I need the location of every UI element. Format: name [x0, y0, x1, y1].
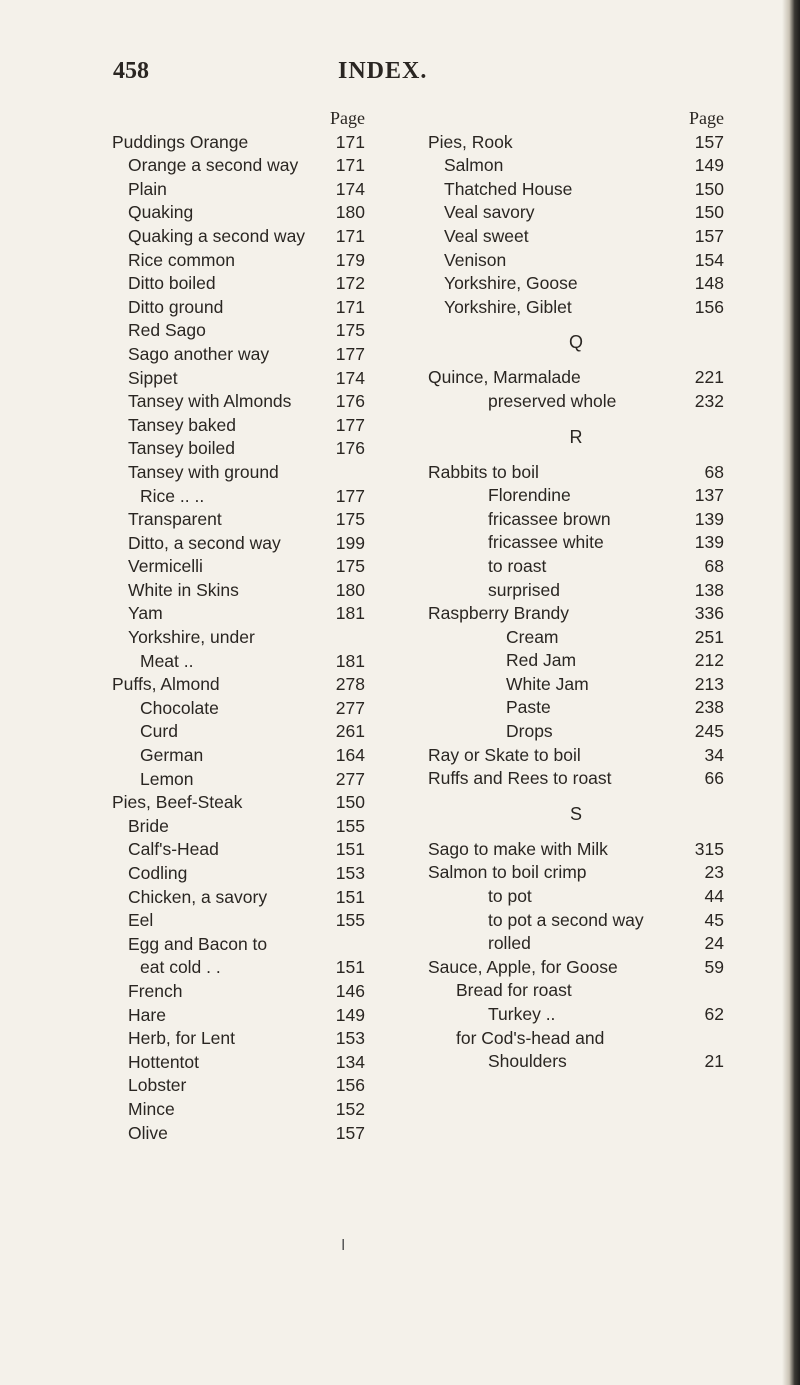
index-entry: [428, 154, 724, 178]
index-entry: [112, 555, 412, 579]
page-edge-shadow: [782, 0, 800, 1385]
entry-name: Plain: [128, 178, 167, 199]
entry-name: Egg and Bacon to: [128, 933, 268, 954]
index-entry: [428, 673, 724, 697]
index-entry: [112, 933, 412, 957]
page-label: Page: [689, 108, 724, 128]
entry-page: 155: [335, 910, 365, 931]
column-header: [112, 107, 412, 131]
entry-page: 199: [335, 532, 365, 553]
index-entry: [428, 296, 724, 320]
index-entry: [112, 838, 412, 862]
entry-page: 21: [704, 1051, 724, 1072]
entry-name: Yorkshire, Giblet: [444, 296, 572, 317]
entry-name: Quince, Marmalade: [428, 367, 581, 388]
entry-page: 137: [694, 485, 724, 506]
index-entry: [112, 956, 412, 980]
entry-page: 175: [335, 556, 365, 577]
entry-page: 151: [335, 957, 365, 978]
index-entry: [112, 508, 412, 532]
index-entry: [428, 861, 724, 885]
entry-page: 134: [335, 1051, 365, 1072]
entry-name: Veal savory: [444, 202, 535, 223]
index-entry: [428, 838, 724, 862]
entry-page: 221: [694, 367, 724, 388]
entry-page: 176: [335, 438, 365, 459]
entry-page: 157: [694, 131, 724, 152]
entry-name: Puffs, Almond: [112, 674, 220, 695]
entry-name: Red Jam: [506, 650, 577, 671]
entry-name: Lemon: [140, 768, 194, 789]
entry-name: White Jam: [506, 673, 589, 694]
page-title: INDEX.: [338, 58, 428, 84]
entry-name: surprised: [488, 579, 560, 600]
entry-name: White in Skins: [128, 579, 239, 600]
index-entry: [428, 461, 724, 485]
entry-page: 153: [335, 1028, 365, 1049]
entry-page: 149: [335, 1004, 365, 1025]
entry-name: Calf's-Head: [128, 839, 219, 860]
entry-name: Mince: [128, 1098, 175, 1119]
entry-name: Pies, Beef-Steak: [112, 792, 243, 813]
entry-page: 157: [335, 1122, 365, 1143]
entry-name: Venison: [444, 249, 507, 270]
entry-name: Hare: [128, 1004, 166, 1025]
entry-page: 148: [694, 273, 724, 294]
entry-name: Puddings Orange: [112, 131, 249, 152]
entry-page: 150: [694, 202, 724, 223]
index-entry: [428, 767, 724, 791]
entry-page: 175: [335, 509, 365, 530]
entry-name: Curd: [140, 721, 178, 742]
index-entry: [112, 626, 412, 650]
entry-page: 152: [335, 1098, 365, 1119]
entry-page: 66: [704, 768, 724, 789]
entry-name: Rice .. ..: [140, 485, 205, 506]
entry-page: 212: [694, 650, 724, 671]
entry-page: 24: [704, 933, 724, 954]
index-entry: [428, 932, 724, 956]
entry-name: Salmon: [444, 155, 504, 176]
entry-page: 171: [335, 225, 365, 246]
entry-name: Bride: [128, 815, 169, 836]
index-entry: [428, 885, 724, 909]
entry-name: Florendine: [488, 485, 571, 506]
entry-name: rolled: [488, 933, 531, 954]
entry-name: Sauce, Apple, for Goose: [428, 956, 618, 977]
entry-name: Rice common: [128, 249, 235, 270]
index-entry: [112, 461, 412, 485]
entry-name: to pot: [488, 886, 532, 907]
index-entry: [428, 602, 724, 626]
entry-name: German: [140, 745, 204, 766]
entry-name: Meat ..: [140, 650, 194, 671]
section-letter: Q: [568, 332, 583, 353]
entry-name: Hottentot: [128, 1051, 200, 1072]
index-entry: [112, 249, 412, 273]
index-entry: [112, 272, 412, 296]
entry-name: Ditto, a second way: [128, 532, 281, 553]
entry-name: Yam: [128, 603, 163, 624]
entry-name: Orange a second way: [128, 155, 299, 176]
index-entry: [428, 744, 724, 768]
index-entry: [112, 579, 412, 603]
section-letter: R: [569, 426, 583, 447]
entry-page: 150: [335, 792, 365, 813]
index-entry: [112, 720, 412, 744]
index-entry: [112, 319, 412, 343]
entry-name: Chocolate: [140, 697, 219, 718]
entry-name: to pot a second way: [488, 909, 644, 930]
page-header: [0, 58, 800, 94]
index-entry: [428, 555, 724, 579]
entry-name: preserved whole: [488, 390, 617, 411]
entry-page: 174: [335, 367, 365, 388]
index-entry: [112, 791, 412, 815]
entry-name: fricassee brown: [488, 508, 611, 529]
entry-page: 238: [694, 697, 724, 718]
index-entry: [112, 650, 412, 674]
index-entry: [112, 1004, 412, 1028]
entry-name: Bread for roast: [456, 980, 572, 1001]
index-entry: [428, 696, 724, 720]
index-entry: [428, 579, 724, 603]
entry-name: Ditto boiled: [128, 273, 216, 294]
entry-page: 278: [335, 674, 365, 695]
index-entry: [112, 1051, 412, 1075]
index-entry: [428, 484, 724, 508]
entry-page: 177: [335, 414, 365, 435]
entry-name: Herb, for Lent: [128, 1028, 235, 1049]
index-entry: [112, 744, 412, 768]
entry-page: 156: [335, 1075, 365, 1096]
entry-name: Sago another way: [128, 343, 270, 364]
entry-page: 315: [694, 838, 724, 859]
entry-page: 139: [694, 508, 724, 529]
index-entry: [428, 131, 724, 155]
entry-name: Red Sago: [128, 320, 206, 341]
index-entry: [112, 886, 412, 910]
entry-name: Drops: [506, 721, 553, 742]
entry-name: to roast: [488, 555, 547, 576]
entry-page: 179: [335, 249, 365, 270]
index-column-right: [428, 107, 724, 1074]
entry-page: 34: [704, 744, 724, 765]
index-entry: [112, 1122, 412, 1146]
entry-page: 177: [335, 485, 365, 506]
entry-page: 62: [704, 1004, 724, 1024]
entry-name: Ditto ground: [128, 296, 224, 317]
entry-name: Olive: [128, 1122, 168, 1143]
index-entry: [112, 437, 412, 461]
entry-name: Ruffs and Rees to roast: [428, 768, 612, 789]
index-entry: [112, 768, 412, 792]
index-entry: [428, 531, 724, 555]
entry-page: 232: [694, 390, 724, 411]
index-column-left: [112, 107, 412, 1145]
index-entry: [112, 154, 412, 178]
index-entry: [428, 366, 724, 390]
index-entry: [428, 249, 724, 273]
entry-page: 139: [694, 532, 724, 553]
index-entry: [112, 1074, 412, 1098]
entry-page: 180: [335, 579, 365, 600]
entry-page: 150: [694, 178, 724, 199]
index-entry: [428, 909, 724, 933]
index-entry: [112, 296, 412, 320]
entry-page: 44: [704, 886, 724, 907]
entry-page: 176: [335, 391, 365, 412]
entry-name: Quaking a second way: [128, 225, 306, 246]
entry-name: Pies, Rook: [428, 131, 513, 152]
entry-name: Transparent: [128, 509, 222, 530]
entry-page: 213: [694, 673, 724, 694]
entry-page: 181: [335, 603, 365, 624]
entry-name: fricassee white: [488, 532, 604, 553]
entry-page: 151: [335, 886, 365, 907]
entry-name: Quaking: [128, 202, 194, 223]
index-entry: [112, 980, 412, 1004]
entry-name: Turkey ..: [488, 1004, 556, 1024]
index-entry: [112, 1098, 412, 1122]
entry-name: Eel: [128, 910, 154, 931]
entry-name: Sago to make with Milk: [428, 838, 608, 859]
index-entry: [112, 862, 412, 886]
entry-name: Tansey boiled: [128, 438, 236, 459]
entry-page: 174: [335, 178, 365, 199]
index-entry: [112, 225, 412, 249]
entry-name: Raspberry Brandy: [428, 603, 570, 624]
index-entry: [112, 697, 412, 721]
index-entry: [428, 1050, 724, 1074]
entry-page: 23: [704, 862, 724, 883]
entry-page: 149: [694, 155, 724, 176]
entry-page: 45: [704, 909, 724, 930]
entry-page: 171: [335, 131, 365, 152]
index-entry: [112, 131, 412, 155]
entry-name: Yorkshire, under: [128, 627, 255, 648]
entry-name: Veal sweet: [444, 225, 529, 246]
index-entry: [112, 178, 412, 202]
entry-name: eat cold . .: [140, 957, 221, 978]
entry-page: 156: [694, 296, 724, 317]
entry-page: 172: [335, 273, 365, 294]
index-entry: [428, 626, 724, 650]
entry-name: Cream: [506, 626, 559, 647]
entry-name: Chicken, a savory: [128, 886, 268, 907]
index-entry: [428, 272, 724, 296]
entry-name: Lobster: [128, 1075, 187, 1096]
entry-name: Sippet: [128, 367, 178, 388]
entry-page: 175: [335, 320, 365, 341]
index-entry: [112, 815, 412, 839]
entry-page: 251: [694, 626, 724, 647]
entry-page: 151: [335, 839, 365, 860]
index-entry: [428, 720, 724, 744]
column-header: [428, 107, 724, 131]
entry-page: 164: [335, 745, 365, 766]
index-entry: [428, 956, 724, 980]
index-entry: [428, 508, 724, 532]
index-entry: [112, 201, 412, 225]
index-entry: [428, 979, 724, 1003]
index-entry: [112, 532, 412, 556]
index-entry: [428, 1027, 724, 1051]
entry-page: 68: [704, 555, 724, 576]
entry-page: 68: [704, 461, 724, 482]
index-entry: [112, 343, 412, 367]
index-entry: [112, 673, 412, 697]
entry-name: Rabbits to boil: [428, 461, 539, 482]
entry-page: 336: [694, 603, 724, 624]
entry-name: Yorkshire, Goose: [444, 273, 578, 294]
entry-page: 245: [694, 721, 724, 742]
entry-name: Vermicelli: [128, 556, 203, 577]
index-entry: [428, 649, 724, 673]
page-number: 458: [113, 58, 149, 84]
entry-page: 59: [704, 956, 724, 977]
index-entry: [428, 390, 724, 414]
entry-page: 277: [335, 768, 365, 789]
entry-page: 146: [335, 980, 365, 1001]
index-entry: [112, 602, 412, 626]
entry-name: French: [128, 980, 183, 1001]
entry-name: Ray or Skate to boil: [428, 744, 581, 765]
entry-name: Codling: [128, 863, 188, 883]
entry-name: Salmon to boil crimp: [428, 862, 587, 883]
index-entry: [112, 485, 412, 509]
index-entry: [112, 367, 412, 391]
entry-name: Tansey with ground: [128, 461, 279, 482]
index-entry: [428, 178, 724, 202]
entry-page: 154: [694, 249, 724, 270]
entry-name: Tansey with Almonds: [128, 391, 292, 412]
entry-page: 157: [694, 225, 724, 246]
entry-page: 177: [335, 343, 365, 364]
page-label: Page: [330, 108, 365, 128]
entry-page: 171: [335, 155, 365, 176]
index-entry: [112, 909, 412, 933]
signature-mark: I: [341, 1237, 346, 1254]
entry-page: 261: [335, 721, 365, 742]
entry-page: 155: [335, 815, 365, 836]
entry-page: 180: [335, 202, 365, 223]
entry-name: Tansey baked: [128, 414, 236, 435]
index-entry: [428, 225, 724, 249]
entry-page: 277: [335, 697, 365, 718]
entry-name: Paste: [506, 697, 551, 718]
entry-name: Shoulders: [488, 1051, 567, 1072]
entry-page: 138: [694, 579, 724, 600]
index-entry: [112, 414, 412, 438]
section-letter: S: [569, 803, 582, 824]
entry-page: 171: [335, 296, 365, 317]
index-entry: [428, 201, 724, 225]
entry-page: 181: [335, 650, 365, 671]
index-entry: [428, 1003, 724, 1027]
entry-name: Thatched House: [444, 178, 573, 199]
index-entry: [112, 390, 412, 414]
index-entry: [112, 1027, 412, 1051]
entry-name: for Cod's-head and: [456, 1027, 605, 1048]
entry-page: 153: [335, 863, 365, 883]
